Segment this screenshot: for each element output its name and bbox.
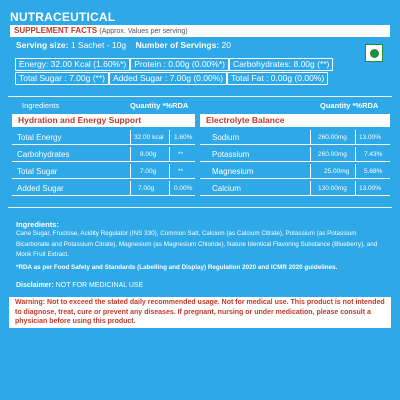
row-rda: 13.00% <box>359 185 382 192</box>
nutrition-line-2 <box>15 72 328 85</box>
row-qty: 7.00g <box>138 185 155 192</box>
row-qty: 260.00mg <box>318 151 347 158</box>
nutrition-carbohydrates: Carbohydrates: 8.00g (**) <box>229 58 333 71</box>
supplement-facts-note: (Approx. Values per serving) <box>99 28 188 35</box>
divider <box>8 207 392 208</box>
ingredients-text: Cane Sugar, Fructose, Acidity Regulator (INS 330), Common Salt, Calcium (as Calcium Citrate), Potassium (as Potassium Bicarbonate and Potassium Citrate), Magnesium (as Magnesium Chloride), Nature Identical Flavoring Substance (Blueberry), and Monk Fruit Extract. <box>16 230 378 258</box>
row-rda: 5.68% <box>364 168 383 175</box>
ingredients-title: Ingredients: <box>16 220 59 229</box>
cell-divider <box>355 164 356 179</box>
column-header-qty-rda-right: Quantity *%RDA <box>320 101 379 110</box>
row-name: Total Energy <box>17 133 62 142</box>
nutrition-energy: Energy: 32.00 Kcal (1.60%*) <box>15 58 130 71</box>
serving-size-label: Serving size: <box>16 40 69 50</box>
row-rda: 13.00% <box>359 134 382 141</box>
row-name: Potassium <box>212 150 250 159</box>
servings-count-value: 20 <box>221 40 232 50</box>
electrolyte-section-title: Electrolyte Balance <box>200 114 390 127</box>
cell-divider <box>169 164 170 179</box>
cell-divider <box>169 181 170 196</box>
row-qty: 25.00mg <box>324 168 350 175</box>
row-rda: 0.00% <box>174 185 193 192</box>
disclaimer <box>16 282 143 289</box>
table-row <box>12 165 195 179</box>
nutrition-protein: Protein : 0.00g (0.00%*) <box>130 58 229 71</box>
hydration-section-title: Hydration and Energy Support <box>12 114 195 127</box>
cell-divider <box>130 181 131 196</box>
serving-info <box>16 40 231 50</box>
cell-divider <box>355 147 356 162</box>
cell-divider <box>130 164 131 179</box>
cell-divider <box>310 164 311 179</box>
row-qty: 260.00mg <box>318 134 347 141</box>
cell-divider <box>310 147 311 162</box>
row-rda: 7.43% <box>364 151 383 158</box>
table-row <box>200 182 390 196</box>
warning-box: Warning: Not to exceed the stated daily recommended usage. Not for medical use. This product is not intended to diagnose, treat, cure or prevent any diseases. If pregnant, nursing or under medication, please consult a physician before using this product. <box>9 297 391 328</box>
veg-dot <box>370 49 379 58</box>
cell-divider <box>169 130 170 145</box>
table-row <box>200 165 390 179</box>
nutrition-total-fat: Total Fat : 0.00g (0.00%) <box>227 72 328 85</box>
rda-footnote: *RDA as per Food Safety and Standards (Labelling and Display) Regulation 2020 and ICMR 2020 guidelines. <box>16 264 338 271</box>
row-name: Sodium <box>212 133 240 142</box>
row-qty: 8.00g <box>140 151 157 158</box>
disclaimer-text: NOT FOR MEDICINAL USE <box>55 282 144 289</box>
cell-divider <box>169 147 170 162</box>
cell-divider <box>310 130 311 145</box>
nutrition-total-sugar: Total Sugar : 7.00g (**) <box>15 72 109 85</box>
row-name: Magnesium <box>212 167 254 176</box>
row-name: Calcium <box>212 184 241 193</box>
table-row <box>200 131 390 145</box>
disclaimer-label: Disclaimer: <box>16 282 54 289</box>
row-rda: ** <box>178 168 184 175</box>
serving-size-value: 1 Sachet - 10g <box>70 40 127 50</box>
table-row <box>12 131 195 145</box>
cell-divider <box>355 130 356 145</box>
row-qty: 32.00 kcal <box>134 134 164 141</box>
table-row <box>12 148 195 162</box>
veg-symbol-icon <box>365 44 383 62</box>
nutrition-line-1 <box>15 58 333 71</box>
cell-divider <box>310 181 311 196</box>
row-qty: 7.00g <box>140 168 157 175</box>
table-row <box>200 148 390 162</box>
brand-title: NUTRACEUTICAL <box>10 10 116 24</box>
row-name: Total Sugar <box>17 167 58 176</box>
supplement-facts-title: SUPPLEMENT FACTS <box>14 26 98 35</box>
supplement-facts-banner <box>10 25 390 37</box>
row-qty: 130.00mg <box>318 185 347 192</box>
nutrition-added-sugar: Added Sugar : 7.00g (0.00%) <box>109 72 227 85</box>
servings-count-label: Number of Servings: <box>135 40 220 50</box>
divider <box>8 96 392 97</box>
table-row <box>12 182 195 196</box>
column-header-qty-rda-left: Quantity *%RDA <box>130 101 189 110</box>
row-name: Added Sugar <box>17 184 64 193</box>
row-name: Carbohydrates <box>17 150 70 159</box>
column-header-ingredients: Ingredients <box>22 101 60 110</box>
row-rda: ** <box>178 151 184 158</box>
cell-divider <box>130 147 131 162</box>
cell-divider <box>355 181 356 196</box>
cell-divider <box>130 130 131 145</box>
row-rda: 1.60% <box>174 134 193 141</box>
